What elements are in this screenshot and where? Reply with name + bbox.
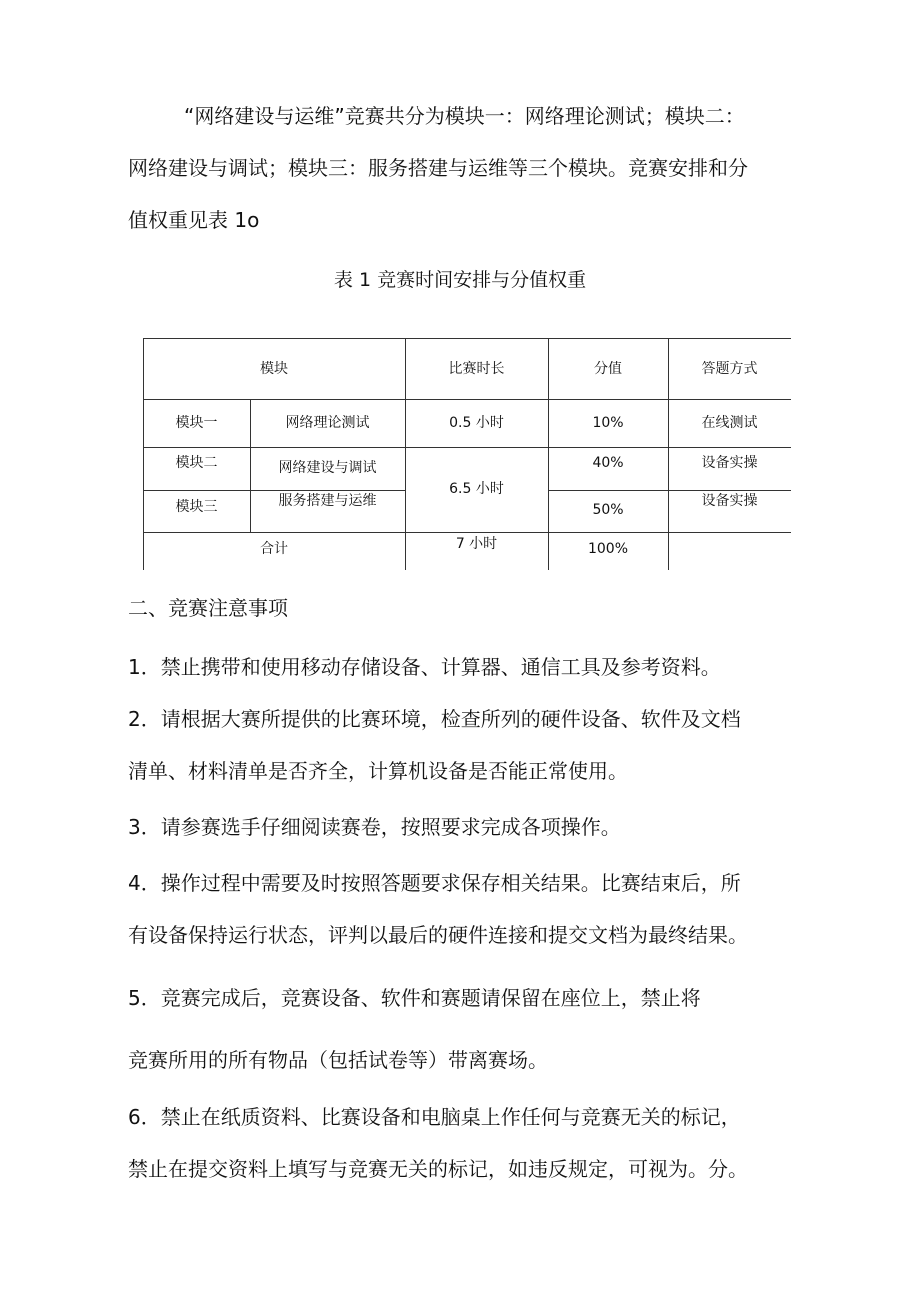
notes-heading: 二、竞赛注意事项: [128, 596, 288, 620]
note-4-line-1: 4．操作过程中需要及时按照答题要求保存相关结果。比赛结束后，所: [128, 871, 741, 895]
note-5-line-2: 竞赛所用的所有物品（包括试卷等）带离赛场。: [128, 1048, 548, 1072]
header-score: 分值: [594, 361, 622, 377]
table-header-divider: [143, 399, 791, 400]
row3-module: 模块三: [175, 499, 218, 515]
header-module: 模块: [260, 361, 288, 377]
intro-line-1: “网络建设与运维”竞赛共分为模块一：网络理论测试；模块二：: [184, 104, 745, 128]
note-6-line-2: 禁止在提交资料上填写与竞赛无关的标记，如违反规定，可视为。分。: [128, 1157, 748, 1181]
row3-score: 50%: [592, 502, 624, 518]
intro-line-3: 值权重见表 1o: [128, 208, 260, 232]
row1-method: 在线测试: [701, 415, 758, 431]
row1-module: 模块一: [175, 415, 218, 431]
header-duration: 比赛时长: [448, 361, 505, 377]
row2-name: 网络建设与调试: [278, 460, 377, 476]
total-label: 合计: [260, 541, 288, 557]
table-row1-divider: [143, 447, 791, 448]
row1-duration: 0.5 小时: [449, 415, 504, 431]
row1-score: 10%: [592, 415, 624, 431]
row2-score: 40%: [592, 455, 624, 471]
table-row2-divider-left: [143, 490, 405, 491]
note-6-line-1: 6．禁止在纸质资料、比赛设备和电脑桌上作任何与竞赛无关的标记，: [128, 1105, 741, 1129]
total-score: 100%: [587, 541, 629, 557]
note-4-line-2: 有设备保持运行状态，评判以最后的硬件连接和提交文档为最终结果。: [128, 923, 748, 947]
note-2-line-2: 清单、材料清单是否齐全，计算机设备是否能正常使用。: [128, 759, 628, 783]
table-border-top: [143, 338, 791, 339]
header-method: 答题方式: [701, 361, 758, 377]
note-2-line-1: 2．请根据大赛所提供的比赛环境，检查所列的硬件设备、软件及文档: [128, 707, 741, 731]
row3-name: 服务搭建与运维: [278, 493, 377, 509]
table-row3-divider: [143, 532, 791, 533]
intro-line-2: 网络建设与调试；模块三：服务搭建与运维等三个模块。竞赛安排和分: [128, 156, 748, 180]
row3-method: 设备实操: [701, 493, 758, 509]
table-caption: 表 1 竞赛时间安排与分值权重: [333, 269, 587, 291]
note-3: 3．请参赛选手仔细阅读赛卷，按照要求完成各项操作。: [128, 815, 621, 839]
note-1: 1．禁止携带和使用移动存储设备、计算器、通信工具及参考资料。: [128, 655, 721, 679]
row2-method: 设备实操: [701, 455, 758, 471]
table-row2-divider-right: [548, 490, 791, 491]
row2-module: 模块二: [175, 455, 218, 471]
rows23-duration: 6.5 小时: [449, 481, 504, 497]
total-duration: 7 小时: [455, 536, 498, 552]
row1-name: 网络理论测试: [285, 415, 370, 431]
note-5-line-1: 5．竞赛完成后，竞赛设备、软件和赛题请保留在座位上，禁止将: [128, 986, 701, 1010]
